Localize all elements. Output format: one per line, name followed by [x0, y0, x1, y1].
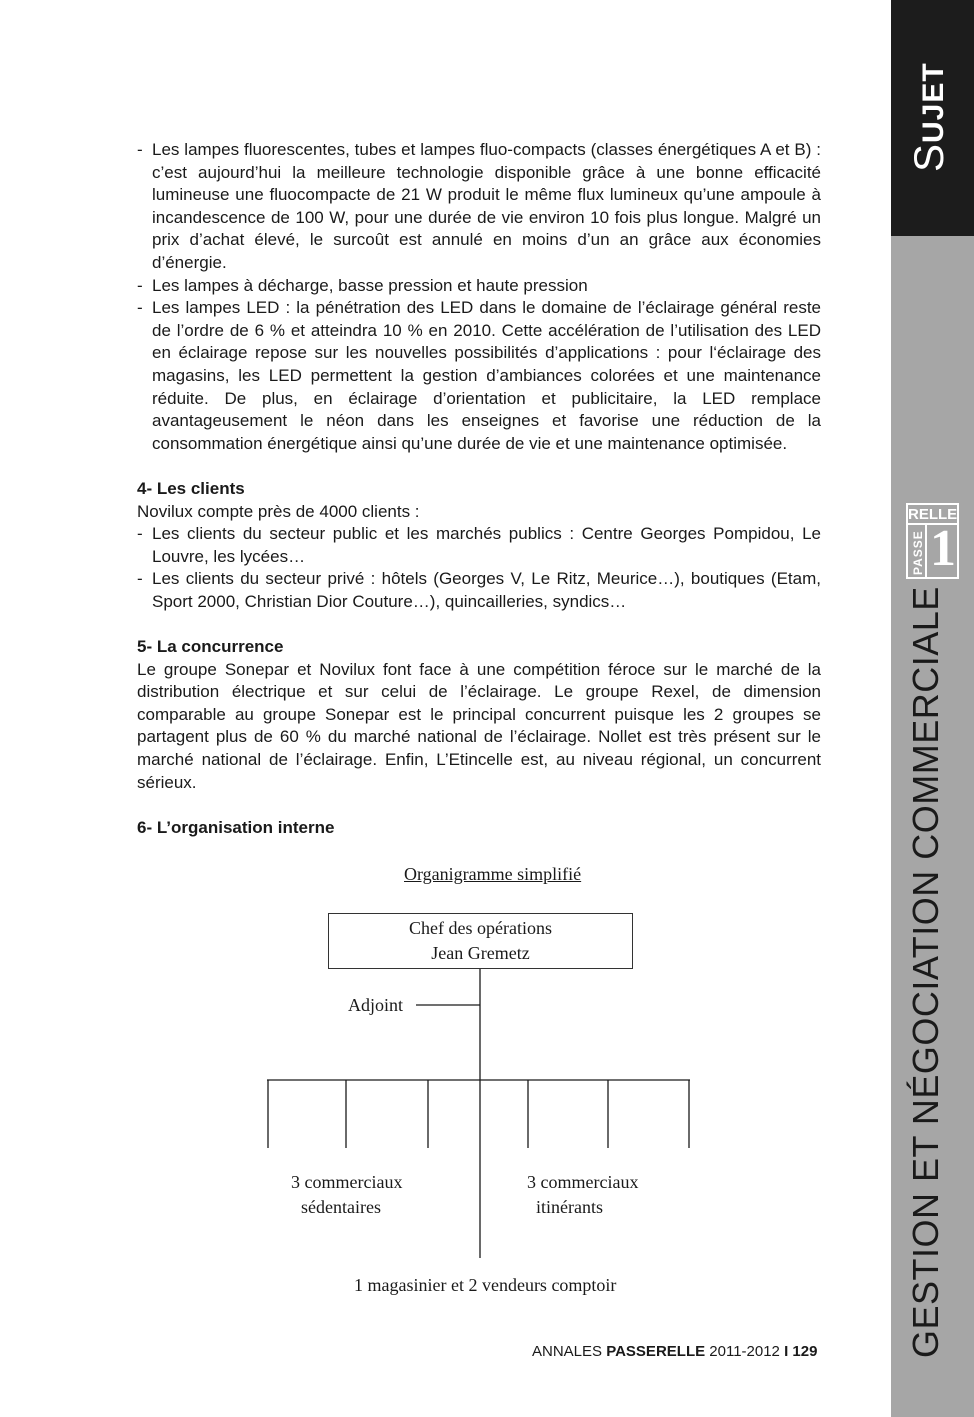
footer-separator: I [784, 1343, 789, 1360]
passerelle-logo [906, 503, 959, 579]
logo-relle-text: RELLE [908, 506, 958, 523]
footer-prefix: ANNALES [532, 1343, 607, 1360]
section-label [905, 62, 953, 172]
orgchart-chief-role: Chef des opérations [409, 918, 552, 938]
orgchart-left-group-line2: sédentaires [301, 1197, 381, 1217]
orgchart-adjoint: Adjoint [348, 995, 404, 1015]
list-item: - Les lampes LED : la pénétration des LED dans le domaine de l’éclairage général reste de l’ordre de 6 % et atteindra 10 % en 2010. Cette accélération de l’utilisation des LED en éclairage repose sur les nouvelles possibilités d’applications : pour l‘éclairage des magasins, les LED permettent la gestion d’ambiances colorées et une maintenance réduite. De plus, en éclairage d’orientation et publicitaire, la LED remplace avantageusement le néon dans les enseignes et favorise une réduction de la consommation énergétique ainsi qu’une durée de vie et une maintenance optimisée. [137, 298, 821, 453]
section-label-initial: S [905, 142, 952, 172]
orgchart-chief-box [328, 913, 633, 969]
orgchart-chief-name: Jean Gremetz [431, 943, 530, 963]
section-heading-concurrence: 5- La concurrence [137, 637, 284, 657]
orgchart-right-group-line1: 3 commerciaux [527, 1172, 639, 1192]
footer-years: 2011-2012 [705, 1343, 785, 1360]
list-item: - Les lampes fluorescentes, tubes et lampes fluo-compacts (classes énergétiques A et B) : c’est aujourd’hui la meilleure technologie disponible grâce à une bonne efficacité lumineuse une fluocompacte de 21 W produit le même flux lumineux qu’une ampoule à incandescence de 100 W, pour une durée de vie environ 10 fois plus longue. Malgré un prix d’achat élevé, le surcoût est annulé en moins d’un an grâce aux économies d’énergie. [137, 140, 821, 272]
concurrence-paragraph: Le groupe Sonepar et Novilux font face à une compétition féroce sur le marché de la distribution électrique et sur celui de l’éclairage. Le groupe Rexel, de dimension comparable au groupe Sonepar est le principal concurrent puisque les 2 groupes se partagent plus de 60 % du marché national de l’éclairage. Nollet est très présent sur le marché national de l’éclairage. Enfin, L’Etincelle est, au niveau régional, un concurrent sérieux. [137, 659, 821, 792]
orgchart-title: Organigramme simplifié [404, 864, 582, 884]
sidebar-header-block [891, 0, 974, 236]
logo-passe-text: PASSE [911, 530, 925, 575]
main-content [137, 139, 821, 839]
footer-brand: PASSERELLE [606, 1343, 706, 1360]
section-label-rest: UJET [917, 62, 950, 143]
list-item: - Les clients du secteur public et les marchés publics : Centre Georges Pompidou, Le Louvre, les lycées… [137, 524, 821, 566]
list-item: - Les lampes à décharge, basse pression et haute pression [137, 275, 588, 295]
orgchart-left-group-line1: 3 commerciaux [291, 1172, 403, 1192]
section-heading-organisation: 6- L’organisation interne [137, 817, 335, 837]
clients-intro: Novilux compte près de 4000 clients : [137, 501, 420, 521]
orgchart-bottom-label: 1 magasinier et 2 vendeurs comptoir [354, 1275, 617, 1295]
orgchart-right-group-line2: itinérants [536, 1197, 603, 1217]
page-footer [532, 1343, 817, 1360]
logo-number: 1 [930, 520, 956, 577]
list-item: - Les clients du secteur privé : hôtels (Georges V, Le Ritz, Meurice…), boutiques (Etam, Sport 2000, Christian Dior Couture…), quincailleries, syndics… [137, 569, 821, 611]
logo-divider [925, 525, 927, 577]
subject-title: GESTION ET NÉGOCIATION COMMERCIALE [905, 586, 946, 1358]
section-heading-clients: 4- Les clients [137, 478, 245, 498]
sidebar [891, 0, 974, 1417]
page-number: 129 [788, 1343, 818, 1360]
